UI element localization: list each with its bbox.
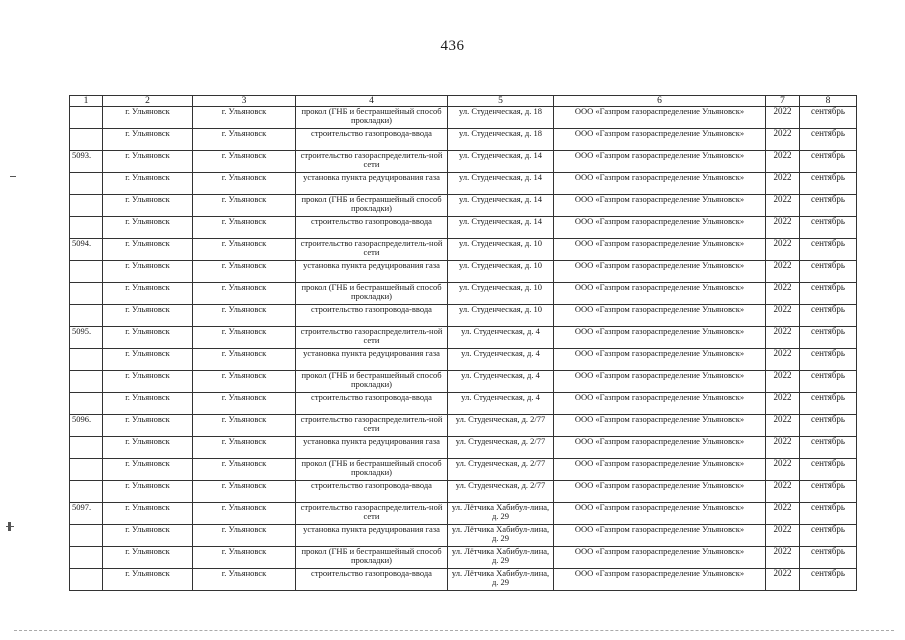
column-number-1: 1 [70,96,103,107]
month-cell: сентябрь [800,261,857,283]
address-cell: ул. Лётчика Хабибул-лина, д. 29 [448,525,554,547]
table-row [70,547,857,569]
month-cell: сентябрь [800,283,857,305]
item-number [70,283,103,305]
settlement-cell: г. Ульяновск [103,525,193,547]
organization-cell: ООО «Газпром газораспределение Ульяновск» [554,327,766,349]
item-number: 5097. [70,503,103,525]
item-number [70,107,103,129]
municipality-cell: г. Ульяновск [193,239,296,261]
table-row [70,305,857,327]
year-cell: 2022 [766,261,800,283]
year-cell: 2022 [766,481,800,503]
work-type-cell: прокол (ГНБ и бестраншейный способ прокладки) [296,547,448,569]
margin-tick-mark [10,176,16,177]
column-number-8: 8 [800,96,857,107]
settlement-cell: г. Ульяновск [103,569,193,591]
work-type-cell: прокол (ГНБ и бестраншейный способ прокладки) [296,283,448,305]
municipality-cell: г. Ульяновск [193,415,296,437]
month-cell: сентябрь [800,481,857,503]
year-cell: 2022 [766,525,800,547]
month-cell: сентябрь [800,195,857,217]
month-cell: сентябрь [800,503,857,525]
table-row [70,129,857,151]
address-cell: ул. Студенческая, д. 2/77 [448,481,554,503]
month-cell: сентябрь [800,173,857,195]
municipality-cell: г. Ульяновск [193,151,296,173]
organization-cell: ООО «Газпром газораспределение Ульяновск» [554,151,766,173]
year-cell: 2022 [766,547,800,569]
municipality-cell: г. Ульяновск [193,217,296,239]
organization-cell: ООО «Газпром газораспределение Ульяновск» [554,173,766,195]
month-cell: сентябрь [800,547,857,569]
settlement-cell: г. Ульяновск [103,173,193,195]
settlement-cell: г. Ульяновск [103,129,193,151]
month-cell: сентябрь [800,107,857,129]
page-bottom-edge [14,630,894,631]
municipality-cell: г. Ульяновск [193,503,296,525]
item-number: 5094. [70,239,103,261]
organization-cell: ООО «Газпром газораспределение Ульяновск» [554,547,766,569]
municipality-cell: г. Ульяновск [193,349,296,371]
work-type-cell: установка пункта редуцирования газа [296,261,448,283]
item-number [70,173,103,195]
item-number: 5096. [70,415,103,437]
address-cell: ул. Студенческая, д. 2/77 [448,415,554,437]
table-body [70,107,857,591]
year-cell: 2022 [766,569,800,591]
margin-binding-mark-cross [6,526,14,527]
work-type-cell: прокол (ГНБ и бестраншейный способ прокладки) [296,371,448,393]
month-cell: сентябрь [800,459,857,481]
table-row [70,283,857,305]
organization-cell: ООО «Газпром газораспределение Ульяновск» [554,371,766,393]
item-number [70,371,103,393]
organization-cell: ООО «Газпром газораспределение Ульяновск» [554,459,766,481]
organization-cell: ООО «Газпром газораспределение Ульяновск» [554,437,766,459]
table-row [70,525,857,547]
municipality-cell: г. Ульяновск [193,481,296,503]
organization-cell: ООО «Газпром газораспределение Ульяновск» [554,569,766,591]
table-row [70,349,857,371]
municipality-cell: г. Ульяновск [193,129,296,151]
settlement-cell: г. Ульяновск [103,327,193,349]
address-cell: ул. Студенческая, д. 4 [448,327,554,349]
organization-cell: ООО «Газпром газораспределение Ульяновск» [554,481,766,503]
table-row [70,481,857,503]
table-row [70,239,857,261]
settlement-cell: г. Ульяновск [103,283,193,305]
table-row [70,107,857,129]
table-row [70,327,857,349]
settlement-cell: г. Ульяновск [103,239,193,261]
item-number: 5095. [70,327,103,349]
month-cell: сентябрь [800,217,857,239]
year-cell: 2022 [766,239,800,261]
month-cell: сентябрь [800,239,857,261]
year-cell: 2022 [766,393,800,415]
organization-cell: ООО «Газпром газораспределение Ульяновск» [554,349,766,371]
address-cell: ул. Лётчика Хабибул-лина, д. 29 [448,503,554,525]
address-cell: ул. Студенческая, д. 10 [448,283,554,305]
work-type-cell: установка пункта редуцирования газа [296,349,448,371]
item-number [70,393,103,415]
address-cell: ул. Лётчика Хабибул-лина, д. 29 [448,547,554,569]
column-number-7: 7 [766,96,800,107]
item-number [70,349,103,371]
municipality-cell: г. Ульяновск [193,195,296,217]
organization-cell: ООО «Газпром газораспределение Ульяновск» [554,503,766,525]
work-type-cell: установка пункта редуцирования газа [296,437,448,459]
year-cell: 2022 [766,195,800,217]
column-number-row [70,96,857,107]
page-number: 436 [440,38,465,54]
work-type-cell: строительство газораспределитель-ной сети [296,151,448,173]
address-cell: ул. Студенческая, д. 2/77 [448,459,554,481]
year-cell: 2022 [766,217,800,239]
year-cell: 2022 [766,371,800,393]
column-number-5: 5 [448,96,554,107]
table-row [70,569,857,591]
item-number [70,569,103,591]
settlement-cell: г. Ульяновск [103,393,193,415]
organization-cell: ООО «Газпром газораспределение Ульяновск» [554,283,766,305]
year-cell: 2022 [766,305,800,327]
item-number [70,129,103,151]
item-number [70,481,103,503]
item-number [70,217,103,239]
organization-cell: ООО «Газпром газораспределение Ульяновск» [554,195,766,217]
settlement-cell: г. Ульяновск [103,107,193,129]
work-type-cell: установка пункта редуцирования газа [296,525,448,547]
municipality-cell: г. Ульяновск [193,393,296,415]
address-cell: ул. Студенческая, д. 14 [448,151,554,173]
work-type-cell: строительство газопровода-ввода [296,217,448,239]
work-type-cell: прокол (ГНБ и бестраншейный способ прокладки) [296,195,448,217]
address-cell: ул. Студенческая, д. 18 [448,107,554,129]
settlement-cell: г. Ульяновск [103,195,193,217]
table-row [70,261,857,283]
work-type-cell: строительство газораспределитель-ной сети [296,415,448,437]
month-cell: сентябрь [800,305,857,327]
work-type-cell: установка пункта редуцирования газа [296,173,448,195]
year-cell: 2022 [766,327,800,349]
address-cell: ул. Студенческая, д. 18 [448,129,554,151]
organization-cell: ООО «Газпром газораспределение Ульяновск» [554,261,766,283]
settlement-cell: г. Ульяновск [103,503,193,525]
municipality-cell: г. Ульяновск [193,569,296,591]
month-cell: сентябрь [800,349,857,371]
address-cell: ул. Студенческая, д. 14 [448,217,554,239]
year-cell: 2022 [766,107,800,129]
organization-cell: ООО «Газпром газораспределение Ульяновск» [554,107,766,129]
settlement-cell: г. Ульяновск [103,481,193,503]
month-cell: сентябрь [800,371,857,393]
month-cell: сентябрь [800,327,857,349]
month-cell: сентябрь [800,569,857,591]
table-row [70,173,857,195]
month-cell: сентябрь [800,525,857,547]
address-cell: ул. Студенческая, д. 4 [448,393,554,415]
organization-cell: ООО «Газпром газораспределение Ульяновск» [554,305,766,327]
settlement-cell: г. Ульяновск [103,371,193,393]
organization-cell: ООО «Газпром газораспределение Ульяновск» [554,393,766,415]
address-cell: ул. Студенческая, д. 14 [448,173,554,195]
table-row [70,503,857,525]
organization-cell: ООО «Газпром газораспределение Ульяновск» [554,525,766,547]
municipality-cell: г. Ульяновск [193,525,296,547]
municipality-cell: г. Ульяновск [193,547,296,569]
item-number [70,437,103,459]
month-cell: сентябрь [800,129,857,151]
work-type-cell: строительство газопровода-ввода [296,481,448,503]
column-number-3: 3 [193,96,296,107]
item-number [70,525,103,547]
month-cell: сентябрь [800,437,857,459]
work-type-cell: строительство газопровода-ввода [296,129,448,151]
year-cell: 2022 [766,151,800,173]
municipality-cell: г. Ульяновск [193,305,296,327]
organization-cell: ООО «Газпром газораспределение Ульяновск» [554,239,766,261]
settlement-cell: г. Ульяновск [103,305,193,327]
item-number [70,195,103,217]
work-type-cell: строительство газопровода-ввода [296,393,448,415]
settlement-cell: г. Ульяновск [103,151,193,173]
municipality-cell: г. Ульяновск [193,459,296,481]
item-number [70,305,103,327]
municipality-cell: г. Ульяновск [193,173,296,195]
address-cell: ул. Студенческая, д. 4 [448,371,554,393]
work-type-cell: строительство газопровода-ввода [296,305,448,327]
settlement-cell: г. Ульяновск [103,415,193,437]
item-number: 5093. [70,151,103,173]
municipality-cell: г. Ульяновск [193,283,296,305]
work-type-cell: прокол (ГНБ и бестраншейный способ прокладки) [296,459,448,481]
table-row [70,217,857,239]
settlement-cell: г. Ульяновск [103,217,193,239]
item-number [70,547,103,569]
settlement-cell: г. Ульяновск [103,437,193,459]
settlement-cell: г. Ульяновск [103,261,193,283]
organization-cell: ООО «Газпром газораспределение Ульяновск» [554,129,766,151]
year-cell: 2022 [766,459,800,481]
organization-cell: ООО «Газпром газораспределение Ульяновск» [554,217,766,239]
table-row [70,437,857,459]
address-cell: ул. Лётчика Хабибул-лина, д. 29 [448,569,554,591]
municipality-cell: г. Ульяновск [193,261,296,283]
organization-cell: ООО «Газпром газораспределение Ульяновск» [554,415,766,437]
table-row [70,415,857,437]
month-cell: сентябрь [800,151,857,173]
year-cell: 2022 [766,129,800,151]
address-cell: ул. Студенческая, д. 10 [448,261,554,283]
year-cell: 2022 [766,349,800,371]
settlement-cell: г. Ульяновск [103,547,193,569]
address-cell: ул. Студенческая, д. 10 [448,239,554,261]
settlement-cell: г. Ульяновск [103,459,193,481]
table-row [70,195,857,217]
year-cell: 2022 [766,283,800,305]
item-number [70,459,103,481]
table-row [70,371,857,393]
item-number [70,261,103,283]
table-row [70,459,857,481]
column-number-2: 2 [103,96,193,107]
address-cell: ул. Студенческая, д. 14 [448,195,554,217]
work-type-cell: строительство газораспределитель-ной сети [296,239,448,261]
table-row [70,393,857,415]
settlement-cell: г. Ульяновск [103,349,193,371]
municipality-cell: г. Ульяновск [193,327,296,349]
month-cell: сентябрь [800,393,857,415]
year-cell: 2022 [766,437,800,459]
year-cell: 2022 [766,503,800,525]
year-cell: 2022 [766,415,800,437]
municipality-cell: г. Ульяновск [193,371,296,393]
municipality-cell: г. Ульяновск [193,437,296,459]
column-number-4: 4 [296,96,448,107]
table-row [70,151,857,173]
address-cell: ул. Студенческая, д. 2/77 [448,437,554,459]
month-cell: сентябрь [800,415,857,437]
work-type-cell: строительство газораспределитель-ной сети [296,503,448,525]
municipality-cell: г. Ульяновск [193,107,296,129]
address-cell: ул. Студенческая, д. 4 [448,349,554,371]
address-cell: ул. Студенческая, д. 10 [448,305,554,327]
work-type-cell: строительство газораспределитель-ной сети [296,327,448,349]
column-number-6: 6 [554,96,766,107]
year-cell: 2022 [766,173,800,195]
registry-table [69,95,857,591]
work-type-cell: прокол (ГНБ и бестраншейный способ прокладки) [296,107,448,129]
work-type-cell: строительство газопровода-ввода [296,569,448,591]
